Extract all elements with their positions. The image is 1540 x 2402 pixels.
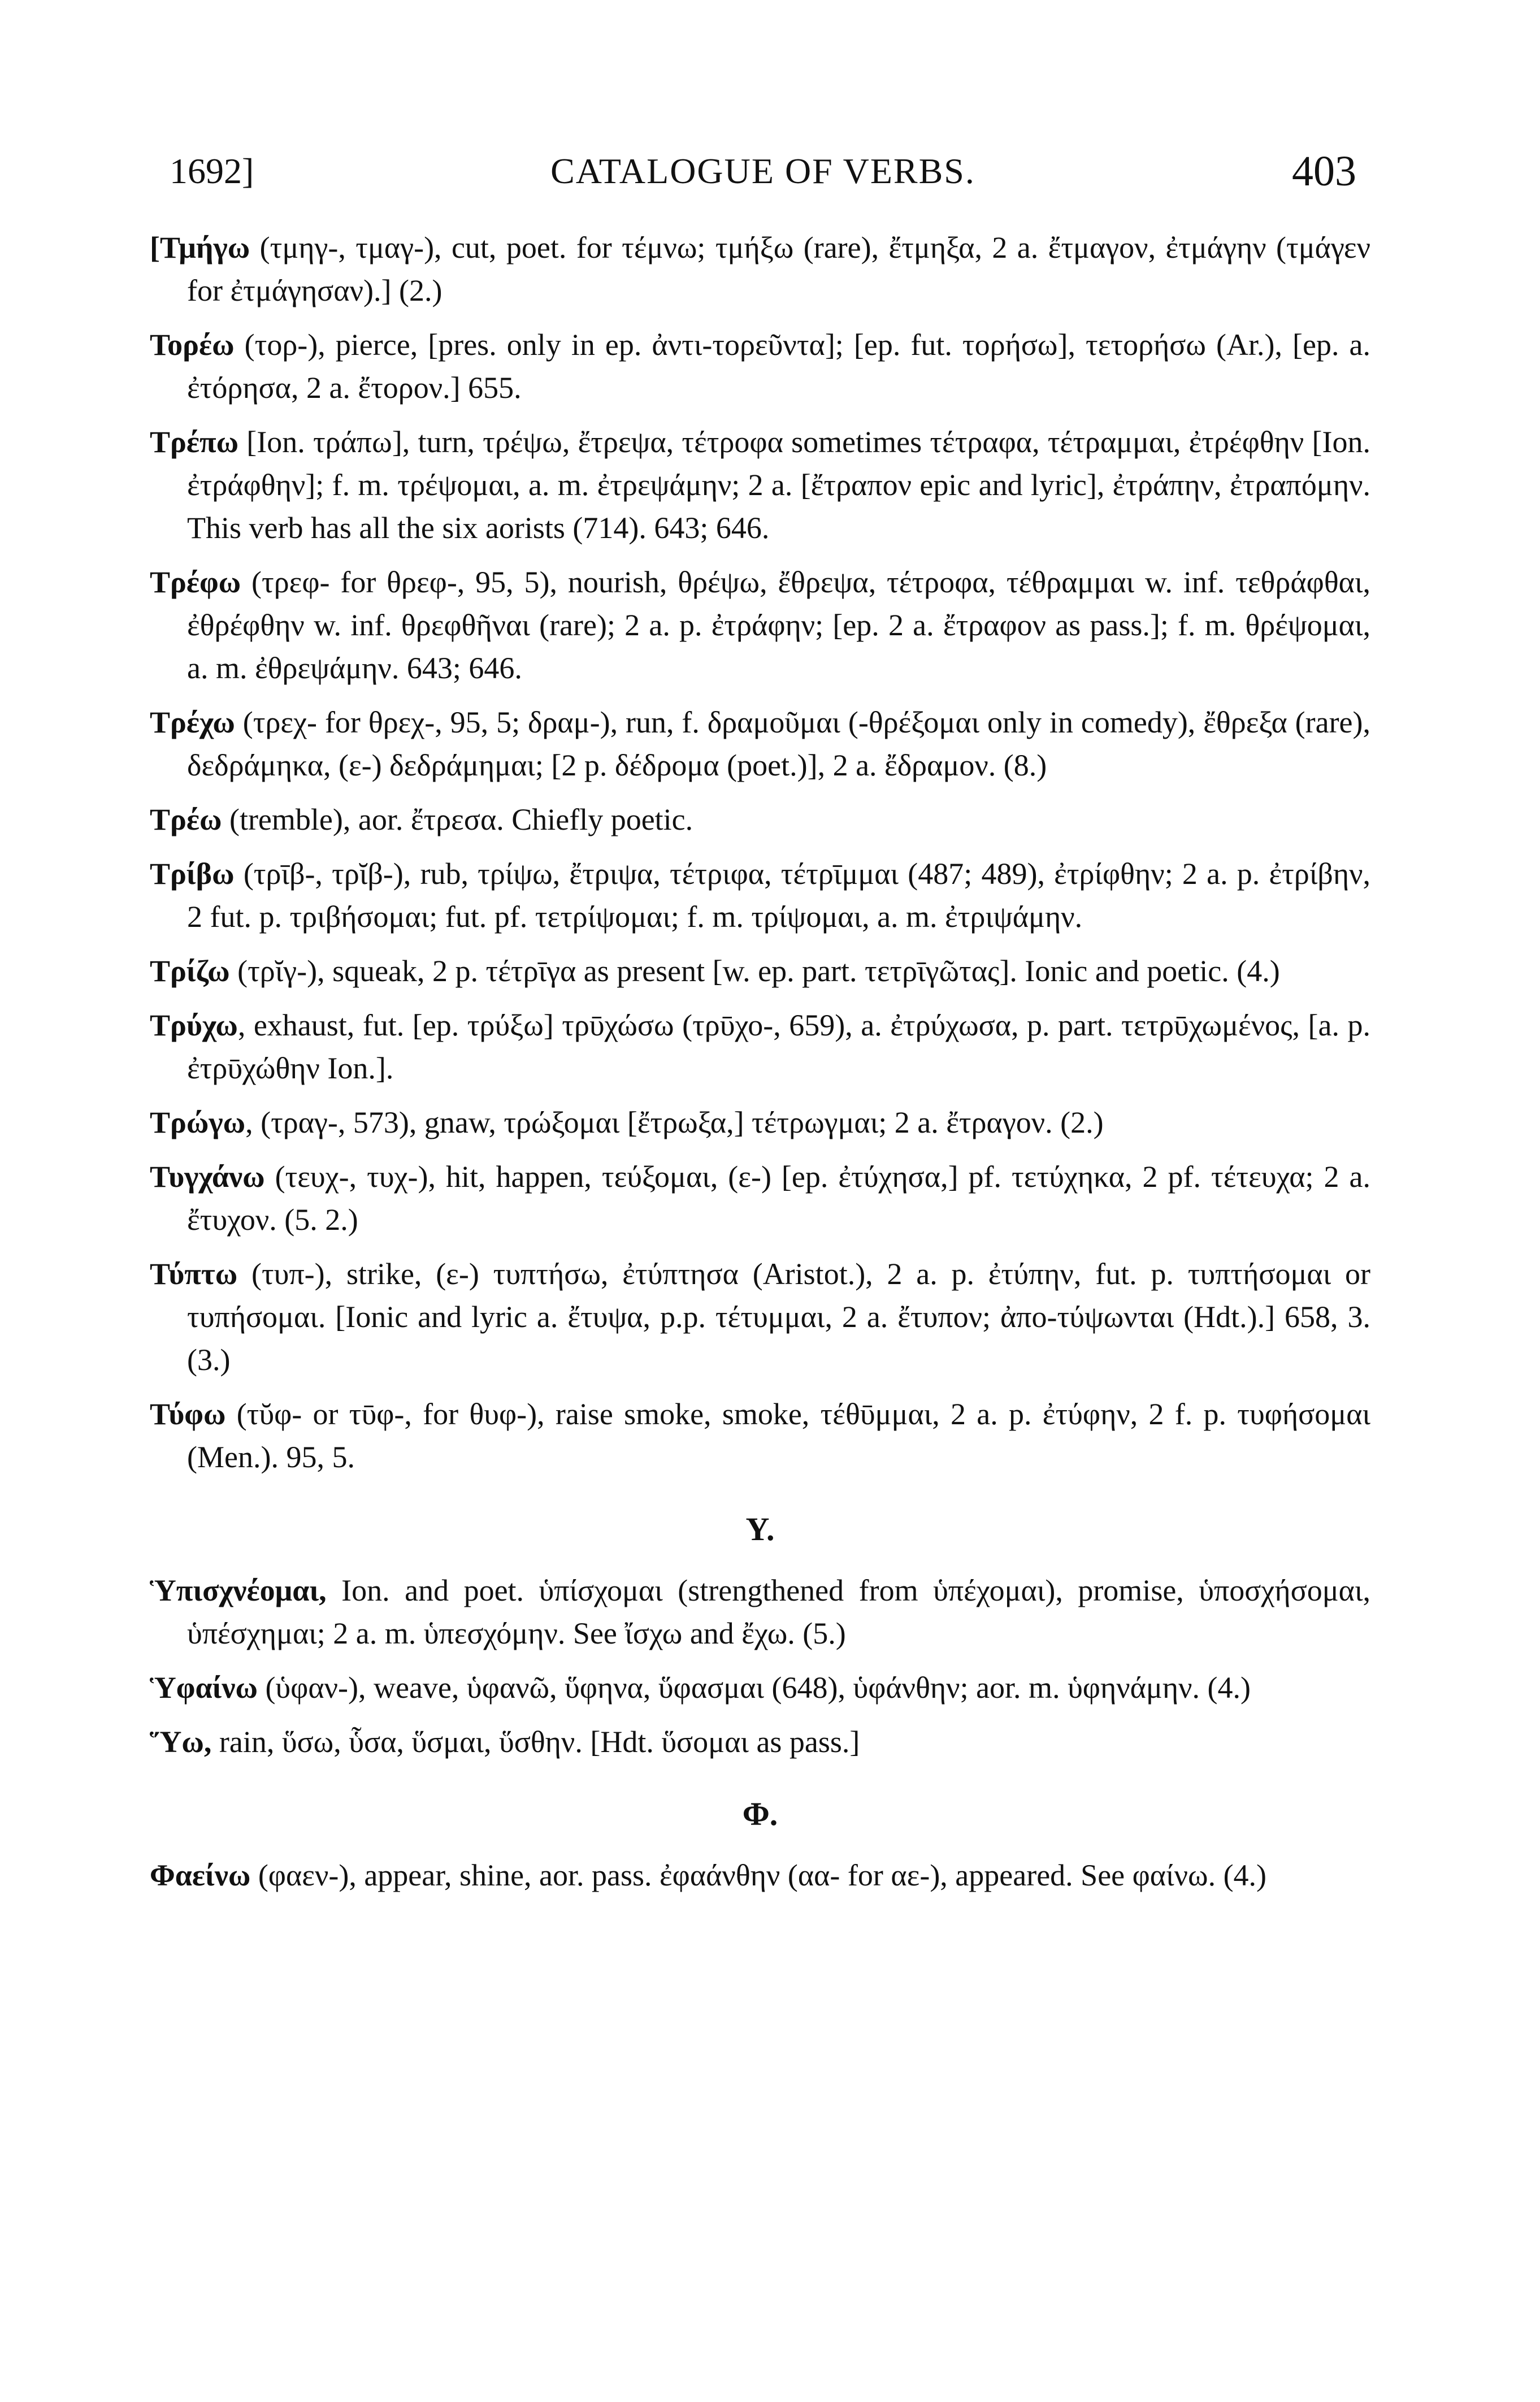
entry-trepo xyxy=(150,420,1370,549)
entry-tynchano xyxy=(150,1155,1370,1241)
entry-typho xyxy=(150,1393,1370,1479)
headword: Τρίζω xyxy=(150,954,230,988)
entry-text: (tremble), aor. ἔτρεσα. Chiefly poetic. xyxy=(229,803,693,836)
entry-typto xyxy=(150,1252,1370,1381)
entry-text: (τρῑβ-, τρῐβ-), rub, τρίψω, ἔτριψα, τέτριφα, τέτρῑμμαι (487; 489), ἐτρίφθην; 2 a. p. ἐτρίβην, 2 fut. p. τριβήσομαι; fut. pf. τετρίψομαι; f. m. τρίψομαι, a. m. ἐτριψάμην. xyxy=(187,857,1370,934)
entry-toreo xyxy=(150,323,1370,409)
entry-trepho xyxy=(150,561,1370,690)
entry-text: (φαεν-), appear, shine, aor. pass. ἐφαάνθην (αα- for αε-), appeared. See φαίνω. (4.) xyxy=(258,1858,1267,1892)
headword: Τρέχω xyxy=(150,705,235,739)
entry-text: (τμηγ-, τμαγ-), cut, poet. for τέμνω; τμήξω (rare), ἔτμηξα, 2 a. ἔτμαγον, ἐτμάγην (τμάγεν for ἐτμάγησαν).] (2.) xyxy=(187,231,1370,307)
entry-hypischneomai xyxy=(150,1569,1370,1655)
headword: Τρέφω xyxy=(150,565,241,599)
running-title: CATALOGUE OF VERBS. xyxy=(550,151,975,191)
entry-treo xyxy=(150,798,1370,841)
entry-text: rain, ὕσω, ὗσα, ὕσμαι, ὕσθην. [Hdt. ὕσομαι as pass.] xyxy=(219,1725,860,1759)
entry-text: (τυπ-), strike, (ε-) τυπτήσω, ἐτύπτησα (Aristot.), 2 a. p. ἐτύπην, fut. p. τυπτήσομαι or τυπήσομαι. [Ionic and lyric a. ἔτυψα, p.p. τέτυμμαι, 2 a. ἔτυπον; ἀπο-τύψωνται (Hdt.).] 658, 3. (3.) xyxy=(187,1257,1370,1377)
page-number: 403 xyxy=(1292,148,1356,195)
headword: [Τμήγω xyxy=(150,231,250,265)
entry-text: (ὑφαν-), weave, ὑφανῶ, ὕφηνα, ὕφασμαι (648), ὑφάνθην; aor. m. ὑφηνάμην. (4.) xyxy=(265,1671,1251,1705)
entry-text: , exhaust, fut. [ep. τρύξω] τρῡχώσω (τρῡχο-, 659), a. ἐτρύχωσα, p. part. τετρῡχωμένος, [a. p. ἐτρῡχώθην Ion.]. xyxy=(187,1008,1370,1085)
section-heading-upsilon: Υ. xyxy=(745,1511,775,1547)
entry-text: [Ion. τράπω], turn, τρέψω, ἔτρεψα, τέτροφα sometimes τέτραφα, τέτραμμαι, ἐτρέφθην [Ion. ἐτράφθην]; f. m. τρέψομαι, a. m. ἐτρεψάμην; 2 a. [ἔτραπον epic and lyric], ἐτράπην, ἐτραπόμην. This verb has all the six aorists (714). 643; 646. xyxy=(187,425,1370,545)
entry-trogo xyxy=(150,1101,1370,1144)
section-heading-phi: Φ. xyxy=(742,1796,778,1832)
entry-text: (τρεφ- for θρεφ-, 95, 5), nourish, θρέψω, ἔθρεψα, τέτροφα, τέθραμμαι w. inf. τεθράφθαι, ἐθρέφθην w. inf. θρεφθῆναι (rare); 2 a. p. ἐτράφην; [ep. 2 a. ἔτραφον as pass.]; f. m. θρέψομαι, a. m. ἐθρεψάμην. 643; 646. xyxy=(187,565,1371,685)
headword: Τρέπω xyxy=(150,425,239,459)
headword: Τρέω xyxy=(150,803,222,836)
entry-trizo xyxy=(150,949,1370,992)
entry-text: (τρῐγ-), squeak, 2 p. τέτρῑγα as present [w. ep. part. τετρῑγῶτας]. Ionic and poetic. (4.) xyxy=(237,954,1280,988)
headword: Ὑπισχνέομαι, xyxy=(150,1573,327,1607)
headword: Ὕω, xyxy=(150,1725,212,1759)
entry-phaeino xyxy=(150,1854,1370,1897)
entry-tmego xyxy=(150,226,1370,312)
headword: Φαείνω xyxy=(150,1858,251,1892)
running-header xyxy=(170,140,1356,202)
headword: Τυγχάνω xyxy=(150,1160,265,1194)
headword: Τρύχω xyxy=(150,1008,238,1042)
headword: Τύφω xyxy=(150,1397,226,1431)
entry-trycho xyxy=(150,1004,1370,1090)
entry-tribo xyxy=(150,852,1370,938)
entry-text: (τορ-), pierce, [pres. only in ep. ἀντι-τορεῦντα]; [ep. fut. τορήσω], τετορήσω (Ar.), [ep. a. ἐτόρησα, 2 a. ἔτορον.] 655. xyxy=(187,328,1371,405)
headword: Τορέω xyxy=(150,328,235,362)
headword: Τρώγω xyxy=(150,1105,246,1139)
entry-text: (τῠφ- or τῡφ-, for θυφ-), raise smoke, smoke, τέθῡμμαι, 2 a. p. ἐτύφην, 2 f. p. τυφήσομαι (Men.). 95, 5. xyxy=(187,1397,1371,1474)
entry-text: (τρεχ- for θρεχ-, 95, 5; δραμ-), run, f. δραμοῦμαι (-θρέξομαι only in comedy), ἔθρεξα (rare), δεδράμηκα, (ε-) δεδράμημαι; [2 p. δέδρομα (poet.)], 2 a. ἔδραμον. (8.) xyxy=(187,705,1371,782)
headword: Τρίβω xyxy=(150,857,235,891)
entry-hyphaino xyxy=(150,1666,1370,1709)
headword: Ὑφαίνω xyxy=(150,1671,258,1705)
entry-text: , (τραγ-, 573), gnaw, τρώξομαι [ἔτρωξα,] τέτρωγμαι; 2 a. ἔτραγον. (2.) xyxy=(245,1105,1104,1139)
headword: Τύπτω xyxy=(150,1257,238,1291)
section-number: 1692] xyxy=(170,151,254,191)
verb-catalogue xyxy=(150,226,1370,1908)
entry-text: Ion. and poet. ὑπίσχομαι (strengthened from ὑπέχομαι), promise, ὑποσχήσομαι, ὑπέσχημαι; 2 a. m. ὑπεσχόμην. See ἴσχω and ἔχω. (5.) xyxy=(187,1573,1370,1650)
entry-hyo xyxy=(150,1720,1370,1763)
entry-trecho xyxy=(150,701,1370,787)
entry-text: (τευχ-, τυχ-), hit, happen, τεύξομαι, (ε-) [ep. ἐτύχησα,] pf. τετύχηκα, 2 pf. τέτευχα; 2 a. ἔτυχον. (5. 2.) xyxy=(187,1160,1371,1237)
